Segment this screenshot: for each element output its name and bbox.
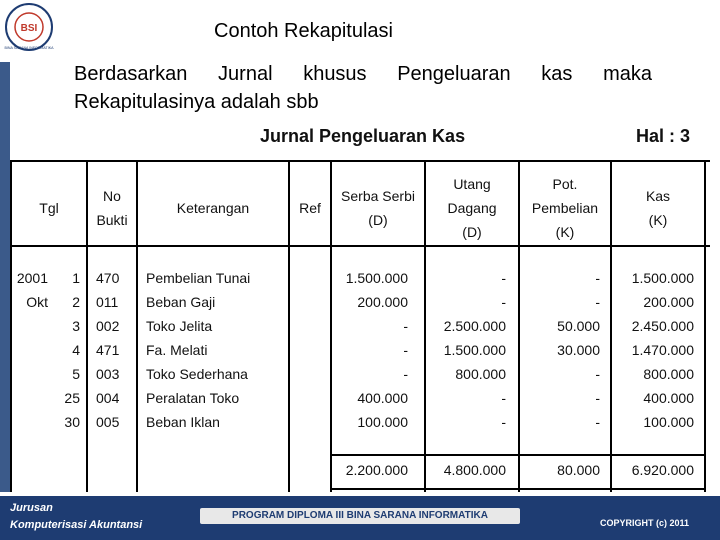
header-pot-line-3: (K) bbox=[555, 224, 575, 240]
cell-kas: 1.500.000 bbox=[631, 270, 694, 286]
cell-utang-dagang: - bbox=[501, 414, 506, 430]
table-rule-header bbox=[10, 245, 710, 247]
cell-bukti: 005 bbox=[96, 414, 120, 430]
cell-utang-dagang: - bbox=[501, 390, 506, 406]
header-pot-line-2: Pembelian bbox=[531, 200, 599, 216]
footer-department-line-2: Komputerisasi Akuntansi bbox=[10, 519, 143, 531]
header-utang-dagang bbox=[426, 172, 518, 244]
cell-bukti: 011 bbox=[96, 294, 119, 310]
cell-keterangan: Beban Gaji bbox=[146, 294, 216, 310]
cell-day: 25 bbox=[64, 390, 80, 406]
header-ref-label: Ref bbox=[299, 200, 321, 216]
cell-serba-serbi: 1.500.000 bbox=[345, 270, 408, 286]
footer-copyright: COPYRIGHT (c) 2011 bbox=[600, 518, 690, 528]
cell-pot-pembelian: - bbox=[595, 270, 600, 286]
footer-department-line-1: Jurusan bbox=[10, 502, 53, 514]
total-utang-dagang: 4.800.000 bbox=[443, 462, 506, 478]
cell-day: 3 bbox=[72, 318, 80, 334]
header-ref bbox=[290, 196, 330, 220]
cell-serba-serbi: - bbox=[403, 318, 408, 334]
footer-department bbox=[10, 500, 142, 534]
cell-keterangan: Fa. Melati bbox=[146, 342, 208, 358]
header-utang-line-2: Dagang bbox=[447, 200, 497, 216]
cell-serba-serbi: 100.000 bbox=[357, 414, 408, 430]
cell-day: 1 bbox=[72, 270, 80, 286]
header-utang-line-1: Utang bbox=[453, 176, 491, 192]
cell-kas: 800.000 bbox=[643, 366, 694, 382]
header-keterangan bbox=[138, 196, 288, 220]
header-no-bukti-line-1: No bbox=[103, 188, 121, 204]
cell-bukti: 470 bbox=[96, 270, 120, 286]
header-kas bbox=[612, 184, 704, 232]
cell-day: 2 bbox=[72, 294, 80, 310]
cell-utang-dagang: - bbox=[501, 294, 506, 310]
cell-keterangan: Beban Iklan bbox=[146, 414, 220, 430]
cell-pot-pembelian: - bbox=[595, 390, 600, 406]
left-decor-band bbox=[0, 62, 10, 492]
bsi-logo bbox=[4, 2, 54, 52]
cell-pot-pembelian: - bbox=[595, 366, 600, 382]
header-pot-line-1: Pot. bbox=[552, 176, 578, 192]
cell-day: 5 bbox=[72, 366, 80, 382]
header-utang-line-3: (D) bbox=[462, 224, 482, 240]
table-col-line-9 bbox=[704, 160, 706, 492]
cell-kas: 2.450.000 bbox=[631, 318, 694, 334]
cell-utang-dagang: - bbox=[501, 270, 506, 286]
footer-bar bbox=[0, 496, 720, 540]
cell-pot-pembelian: 50.000 bbox=[557, 318, 600, 334]
cell-serba-serbi: - bbox=[403, 342, 408, 358]
header-serba-line-1: Serba Serbi bbox=[341, 188, 415, 204]
cell-serba-serbi: - bbox=[403, 366, 408, 382]
cell-kas: 100.000 bbox=[643, 414, 694, 430]
cell-keterangan: Toko Sederhana bbox=[146, 366, 248, 382]
cell-serba-serbi: 400.000 bbox=[357, 390, 408, 406]
cell-bukti: 471 bbox=[96, 342, 120, 358]
total-pot-pembelian: 80.000 bbox=[557, 462, 600, 478]
header-kas-line-1: Kas bbox=[645, 188, 671, 204]
header-kas-line-2: (K) bbox=[648, 212, 668, 228]
cell-day: 30 bbox=[64, 414, 80, 430]
bsi-logo-mark: BSI bbox=[20, 23, 38, 34]
page-title: Contoh Rekapitulasi bbox=[214, 20, 393, 42]
cell-keterangan: Pembelian Tunai bbox=[146, 270, 251, 286]
cell-kas: 400.000 bbox=[643, 390, 694, 406]
cell-kas: 1.470.000 bbox=[631, 342, 694, 358]
bsi-logo-text: BINA SARANA INFORMATIKA bbox=[4, 46, 54, 50]
cell-day: 4 bbox=[72, 342, 80, 358]
cell-year: 2001 bbox=[16, 270, 48, 286]
header-serba-serbi bbox=[332, 184, 424, 232]
header-no-bukti-line-2: Bukti bbox=[96, 212, 128, 228]
cell-keterangan: Peralatan Toko bbox=[146, 390, 240, 406]
header-serba-line-2: (D) bbox=[368, 212, 388, 228]
cell-bukti: 002 bbox=[96, 318, 120, 334]
header-keterangan-label: Keterangan bbox=[176, 200, 250, 216]
cell-pot-pembelian: 30.000 bbox=[557, 342, 600, 358]
cell-serba-serbi: 200.000 bbox=[357, 294, 408, 310]
header-tgl bbox=[12, 196, 86, 220]
header-pot-pembelian bbox=[520, 172, 610, 244]
cell-year: Okt bbox=[26, 294, 48, 310]
intro-line-1: Berdasarkan Jurnal khusus Pengeluaran kas maka bbox=[74, 63, 652, 85]
cell-utang-dagang: 800.000 bbox=[455, 366, 506, 382]
header-tgl-label: Tgl bbox=[39, 200, 59, 216]
total-kas: 6.920.000 bbox=[631, 462, 694, 478]
cell-pot-pembelian: - bbox=[595, 414, 600, 430]
header-no-bukti bbox=[88, 184, 136, 232]
cell-kas: 200.000 bbox=[643, 294, 694, 310]
cell-utang-dagang: 1.500.000 bbox=[443, 342, 506, 358]
cell-utang-dagang: 2.500.000 bbox=[443, 318, 506, 334]
table-title: Jurnal Pengeluaran Kas bbox=[260, 126, 466, 146]
cell-bukti: 003 bbox=[96, 366, 120, 382]
footer-program: PROGRAM DIPLOMA III BINA SARANA INFORMATIKA bbox=[200, 508, 520, 524]
cell-bukti: 004 bbox=[96, 390, 120, 406]
cell-keterangan: Toko Jelita bbox=[146, 318, 213, 334]
total-serba-serbi: 2.200.000 bbox=[345, 462, 408, 478]
intro-paragraph bbox=[74, 60, 652, 116]
cell-pot-pembelian: - bbox=[595, 294, 600, 310]
table-rule-top bbox=[10, 160, 710, 162]
intro-line-2: Rekapitulasinya adalah sbb bbox=[74, 91, 319, 113]
page-number: Hal : 3 bbox=[636, 126, 691, 146]
